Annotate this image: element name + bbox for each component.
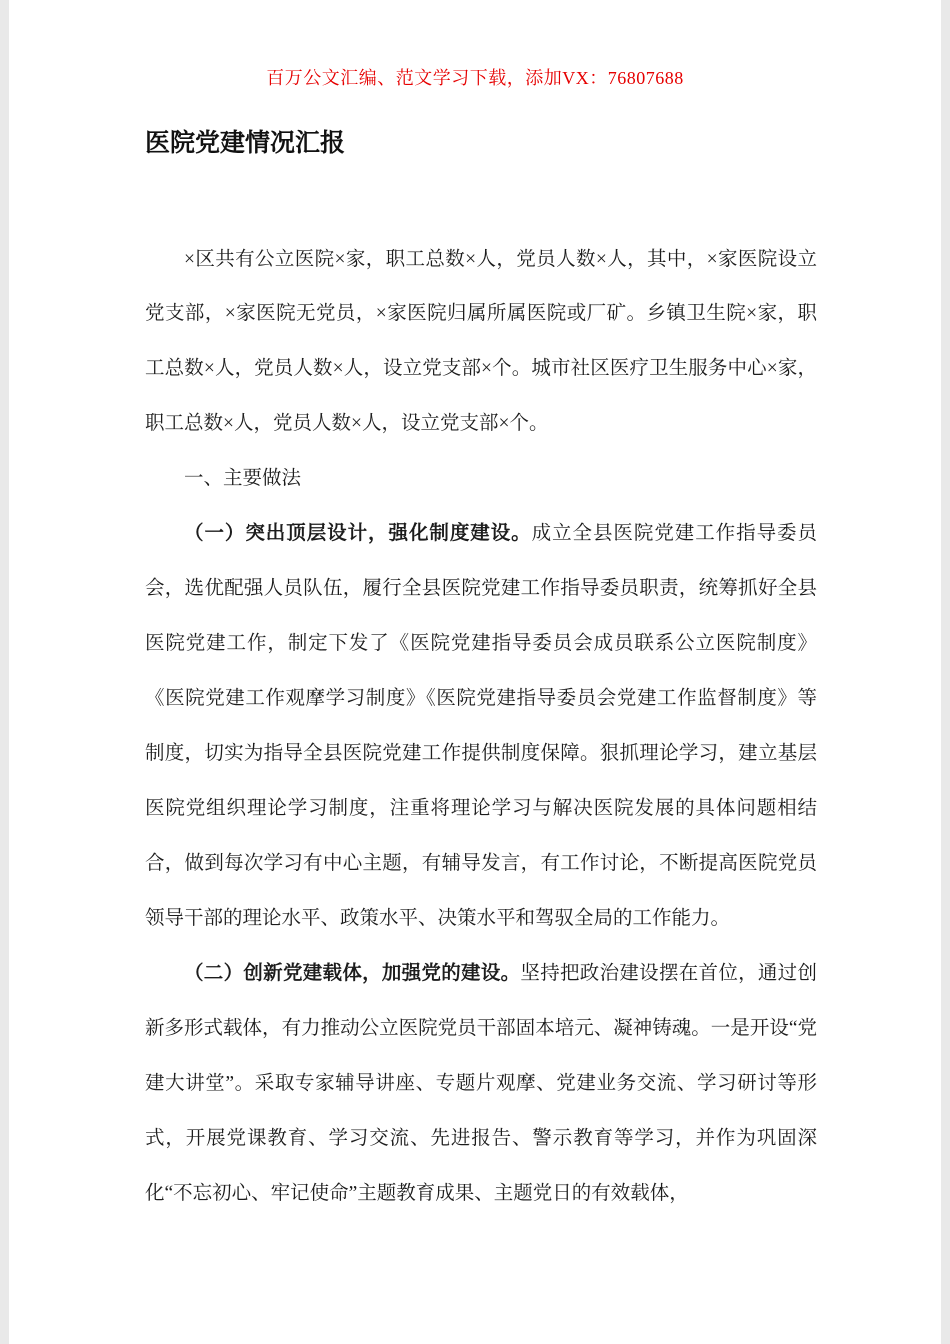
document-title: 医院党建情况汇报: [145, 130, 346, 157]
promo-banner: 百万公文汇编、范文学习下载，添加VX：76807688: [266, 68, 684, 88]
paragraph-intro-text: ×区共有公立医院×家，职工总数×人，党员人数×人，其中，×家医院设立党支部，×家医院无党员，×家医院归属所属医院或厂矿。乡镇卫生院×家，职工总数×人，党员人数×人，设立党支部×个。城市社区医疗卫生服务中心×家，职工总数×人，党员人数×人，设立党支部×个。: [145, 248, 817, 435]
paragraph-section-2: [145, 947, 817, 1222]
paragraph-section-2-text: 坚持把政治建设摆在首位，通过创新多形式载体，有力推动公立医院党员干部固本培元、凝神铸魂。一是开设“党建大讲堂”。采取专家辅导讲座、专题片观摩、党建业务交流、学习研讨等形式，开展党课教育、学习交流、先进报告、警示教育等学习，并作为巩固深化“不忘初心、牢记使命”主题教育成果、主题党日的有效载体，: [145, 963, 817, 1205]
paragraph-section-2-lead: （二）创新党建载体，加强党的建设。: [184, 963, 521, 985]
section-heading-text: 一、主要做法: [184, 468, 302, 490]
paragraph-section-1-lead: （一）突出顶层设计，强化制度建设。: [184, 523, 532, 545]
paragraph-section-1-text: 成立全县医院党建工作指导委员会，选优配强人员队伍，履行全县医院党建工作指导委员职责，统筹抓好全县医院党建工作，制定下发了《医院党建指导委员会成员联系公立医院制度》《医院党建工作观摩学习制度》《医院党建指导委员会党建工作监督制度》等制度，切实为指导全县医院党建工作提供制度保障。狠抓理论学习，建立基层医院党组织理论学习制度，注重将理论学习与解决医院发展的具体问题相结合，做到每次学习有中心主题，有辅导发言，有工作讨论，不断提高医院党员领导干部的理论水平、政策水平、决策水平和驾驭全局的工作能力。: [145, 523, 817, 930]
paragraph-intro: [145, 233, 817, 453]
section-heading-main-practices: [145, 452, 817, 507]
page-edge-right: [941, 0, 950, 1344]
page-edge-left: [0, 0, 9, 1344]
paragraph-section-1: [145, 507, 817, 947]
document-body: [145, 233, 817, 1223]
